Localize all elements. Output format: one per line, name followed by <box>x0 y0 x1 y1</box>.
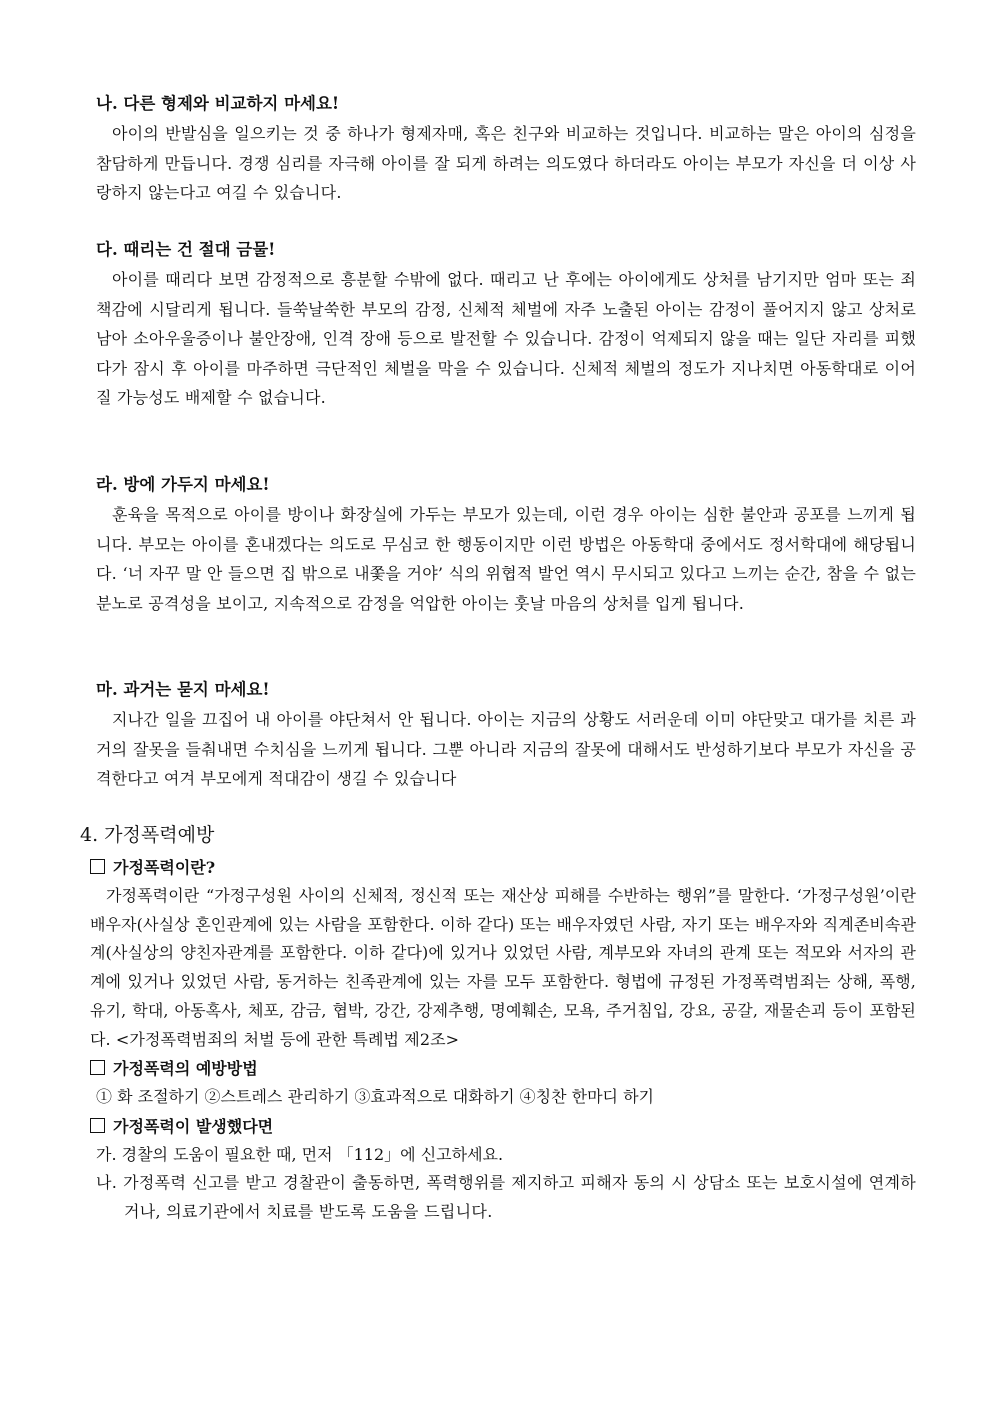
incident-item: 가. 경찰의 도움이 필요한 때, 먼저 「112」에 신고하세요. <box>96 1144 504 1164</box>
prevention-body: ① 화 조절하기 ②스트레스 관리하기 ③효과적으로 대화하기 ④칭찬 한마디 하기 <box>96 1087 654 1107</box>
section-heading: 나. 다른 형제와 비교하지 마세요! <box>96 94 340 113</box>
section-body: 지나간 일을 끄집어 내 아이를 야단쳐서 안 됩니다. 아이는 지금의 상황도 서러운데 이미 야단맞고 대가를 치른 과거의 잘못을 들춰내면 수치심을 느끼게 됩니다. 그뿐 아니라 지금의 잘못에 대해서도 반성하기보다 부모가 자신을 공격한다고 여겨 부모에게 적대감이 생길 수 있습니다 <box>96 710 916 788</box>
section-no-locking <box>96 470 916 618</box>
section-no-past <box>96 675 916 794</box>
definition-heading: 가정폭력이란? <box>113 858 216 877</box>
section-compare <box>96 89 916 208</box>
prevention-heading: 가정폭력의 예방방법 <box>113 1059 258 1079</box>
definition-body: 가정폭력이란 “가정구성원 사이의 신체적, 정신적 또는 재산상 피해를 수반하는 행위”를 말한다. ‘가정구성원’이란 배우자(사실상 혼인관계에 있는 사람을 포함한다. 이하 같다) 또는 배우자였던 사람, 자기 또는 배우자와 직계존비속관계(사실상의 양친자관계를 포함한다. 이하 같다)에 있거나 있었던 사람, 계부모와 자녀의 관계 또는 적모와 서자의 관계에 있거나 있었던 사람, 동거하는 친족관계에 있는 자를 모두 포함한다. 형법에 규정된 가정폭력범죄는 상해, 폭행, 유기, 학대, 아동혹사, 체포, 감금, 협박, 강간, 강제추행, 명예훼손, 모욕, 주거침입, 강요, 공갈, 재물손괴 등이 포함된다. <가정폭력범죄의 처벌 등에 관한 특례법 제2조> <box>90 886 916 1049</box>
chapter-body <box>90 853 916 1226</box>
incident-heading-row <box>90 1112 916 1141</box>
section-body: 아이의 반발심을 일으키는 것 중 하나가 형제자매, 혹은 친구와 비교하는 것입니다. 비교하는 말은 아이의 심정을 참담하게 만듭니다. 경쟁 심리를 자극해 아이를 잘 되게 하려는 의도였다 하더라도 아이는 부모가 자신을 더 이상 사랑하지 않는다고 여길 수 있습니다. <box>96 124 916 202</box>
incident-item: 나. 가정폭력 신고를 받고 경찰관이 출동하면, 폭력행위를 제지하고 피해자 동의 시 상담소 또는 보호시설에 연계하거나, 의료기관에서 치료를 받도록 도움을 드립니다. <box>96 1173 916 1221</box>
section-body: 훈육을 목적으로 아이를 방이나 화장실에 가두는 부모가 있는데, 이런 경우 아이는 심한 불안과 공포를 느끼게 됩니다. 부모는 아이를 혼내겠다는 의도로 무심코 한 행동이지만 이런 방법은 아동학대 중에서도 정서학대에 해당됩니다. ‘너 자꾸 말 안 들으면 집 밖으로 내쫓을 거야’ 식의 위협적 발언 역시 무시되고 있다고 느끼는 순간, 참을 수 없는 분노로 공격성을 보이고, 지속적으로 감정을 억압한 아이는 훗날 마음의 상처를 입게 됩니다. <box>96 505 916 613</box>
section-no-hitting <box>96 235 916 413</box>
checkbox-square-icon <box>90 859 105 874</box>
section-body: 아이를 때리다 보면 감정적으로 흥분할 수밖에 없다. 때리고 난 후에는 아이에게도 상처를 남기지만 엄마 또는 죄책감에 시달리게 됩니다. 들쑥날쑥한 부모의 감정, 신체적 체벌에 자주 노출된 아이는 감정이 풀어지지 않고 상처로 남아 소아우울증이나 불안장애, 인격 장애 등으로 발전할 수 있습니다. 감정이 억제되지 않을 때는 일단 자리를 피했다가 잠시 후 아이를 마주하면 극단적인 체벌을 막을 수 있습니다. 신체적 체벌의 정도가 지나치면 아동학대로 이어질 가능성도 배제할 수 없습니다. <box>96 270 916 407</box>
section-heading: 마. 과거는 묻지 마세요! <box>96 680 270 699</box>
incident-heading: 가정폭력이 발생했다면 <box>113 1116 274 1136</box>
section-heading: 라. 방에 가두지 마세요! <box>96 475 270 494</box>
checkbox-square-icon <box>90 1060 105 1075</box>
chapter-title: 4. 가정폭력예방 <box>80 824 215 846</box>
section-heading: 다. 때리는 건 절대 금물! <box>96 240 276 259</box>
checkbox-square-icon <box>90 1118 105 1133</box>
definition-heading-row <box>90 853 916 882</box>
prevention-heading-row <box>90 1054 916 1083</box>
